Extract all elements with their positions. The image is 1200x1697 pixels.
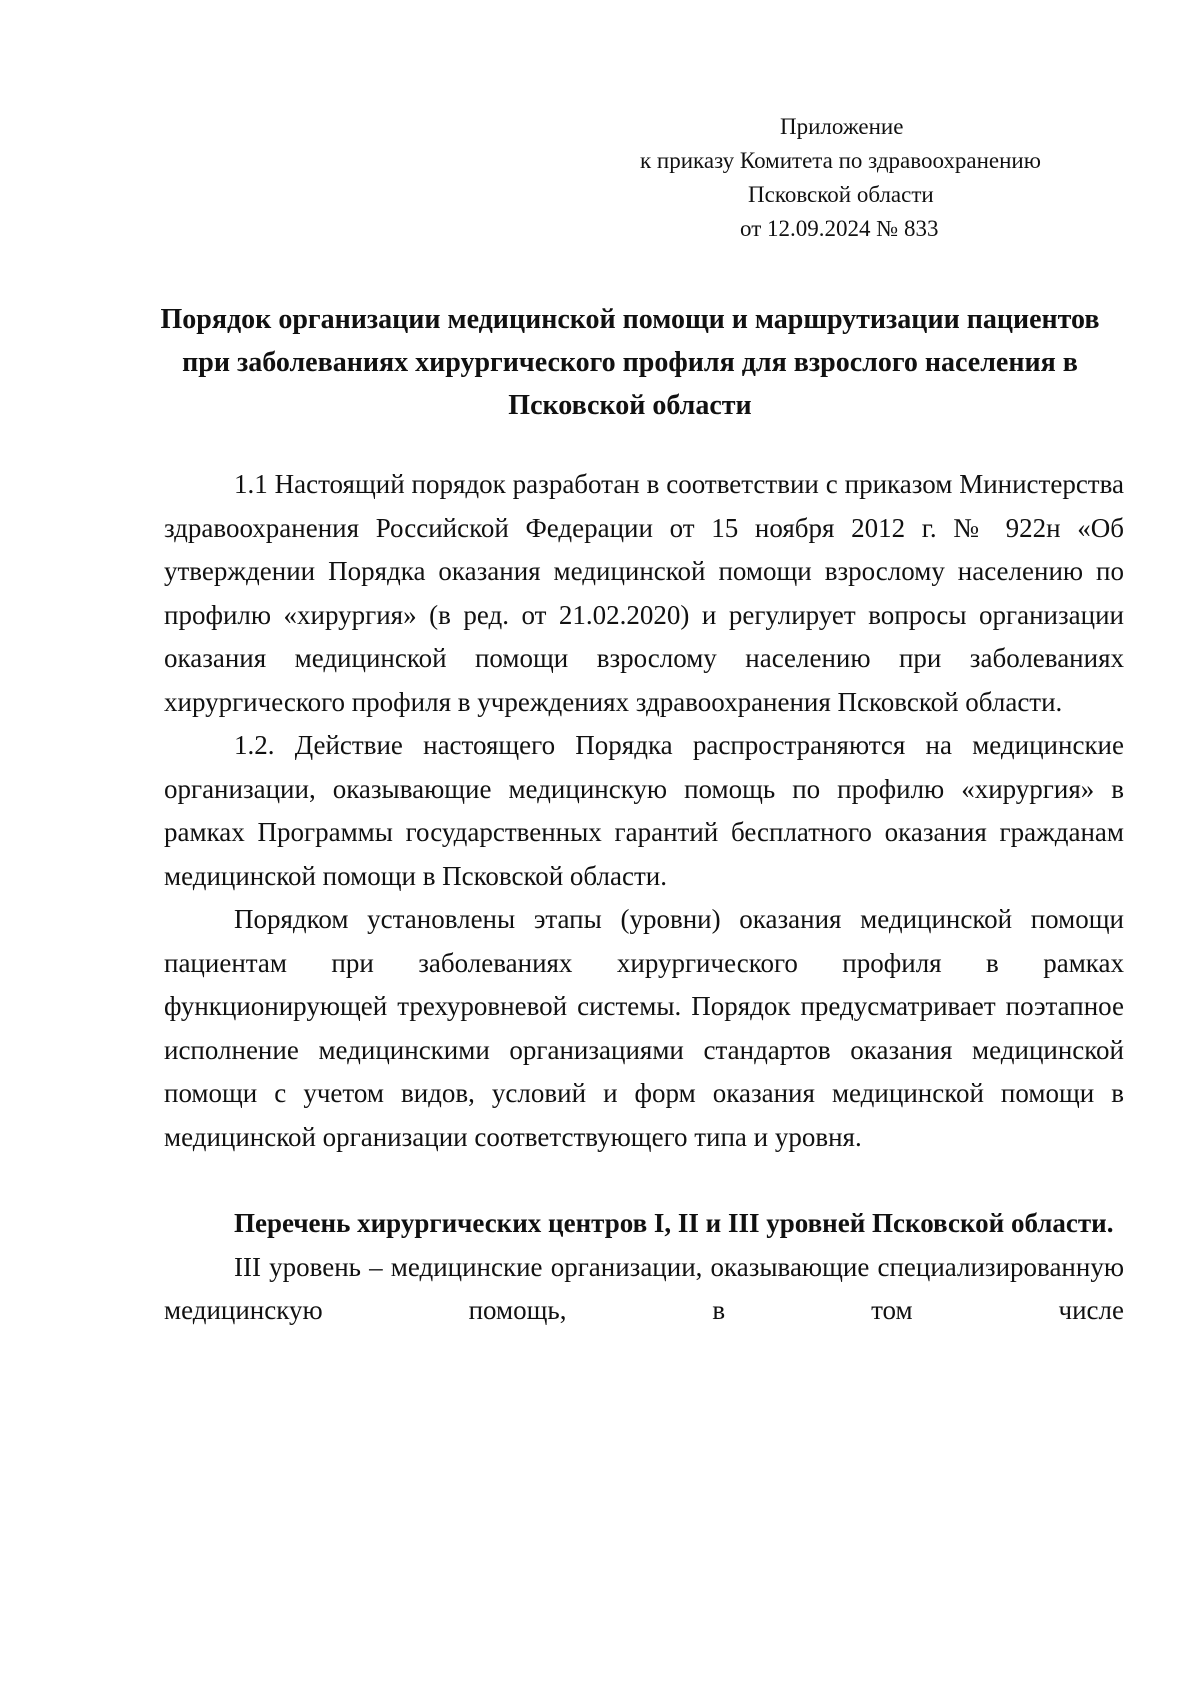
paragraph-1-2: 1.2. Действие настоящего Порядка распространяются на медицинские организации, оказывающие медицинскую помощь по профилю «хирургия» в рамках Программы государственных гарантий бесплатного оказания гражданам медицинской помощи в Псковской области. <box>164 730 1124 891</box>
appendix-date-number: от 12.09.2024 № 833 <box>740 216 939 241</box>
document-title: Порядок организации медицинской помощи и маршрутизации пациентов при заболеваниях хирургического профиля для взрослого населения в Псковской области <box>160 304 1100 421</box>
paragraph-levels: Порядком установлены этапы (уровни) оказания медицинской помощи пациентам при заболеваниях хирургического профиля в рамках функционирующей трехуровневой системы. Порядок предусматривает поэтапное исполнение медицинскими организациями стандартов оказания медицинской помощи с учетом видов, условий и форм оказания медицинской помощи в медицинской организации соответствующего типа и уровня. <box>164 904 1124 1152</box>
appendix-header <box>640 110 1120 246</box>
section-title-surgical-centers: Перечень хирургических центров I, II и III уровней Псковской области. <box>234 1208 1114 1238</box>
appendix-label: Приложение <box>780 114 904 139</box>
document-body <box>164 463 1124 1333</box>
appendix-order-line: к приказу Комитета по здравоохранению <box>640 148 1041 173</box>
appendix-region-line: Псковской области <box>748 182 934 207</box>
paragraph-level-3: III уровень – медицинские организации, оказывающие специализированную медицинскую помощь, в том числе <box>164 1251 1124 1325</box>
paragraph-1-1: 1.1 Настоящий порядок разработан в соответствии с приказом Министерства здравоохранения Российской Федерации от 15 ноября 2012 г. № 922н «Об утверждении Порядка оказания медицинской помощи взрослому населению по профилю «хирургия» (в ред. от 21.02.2020) и регулирует вопросы организации оказания медицинской помощи взрослому населению при заболеваниях хирургического профиля в учреждениях здравоохранения Псковской области. <box>164 469 1124 717</box>
